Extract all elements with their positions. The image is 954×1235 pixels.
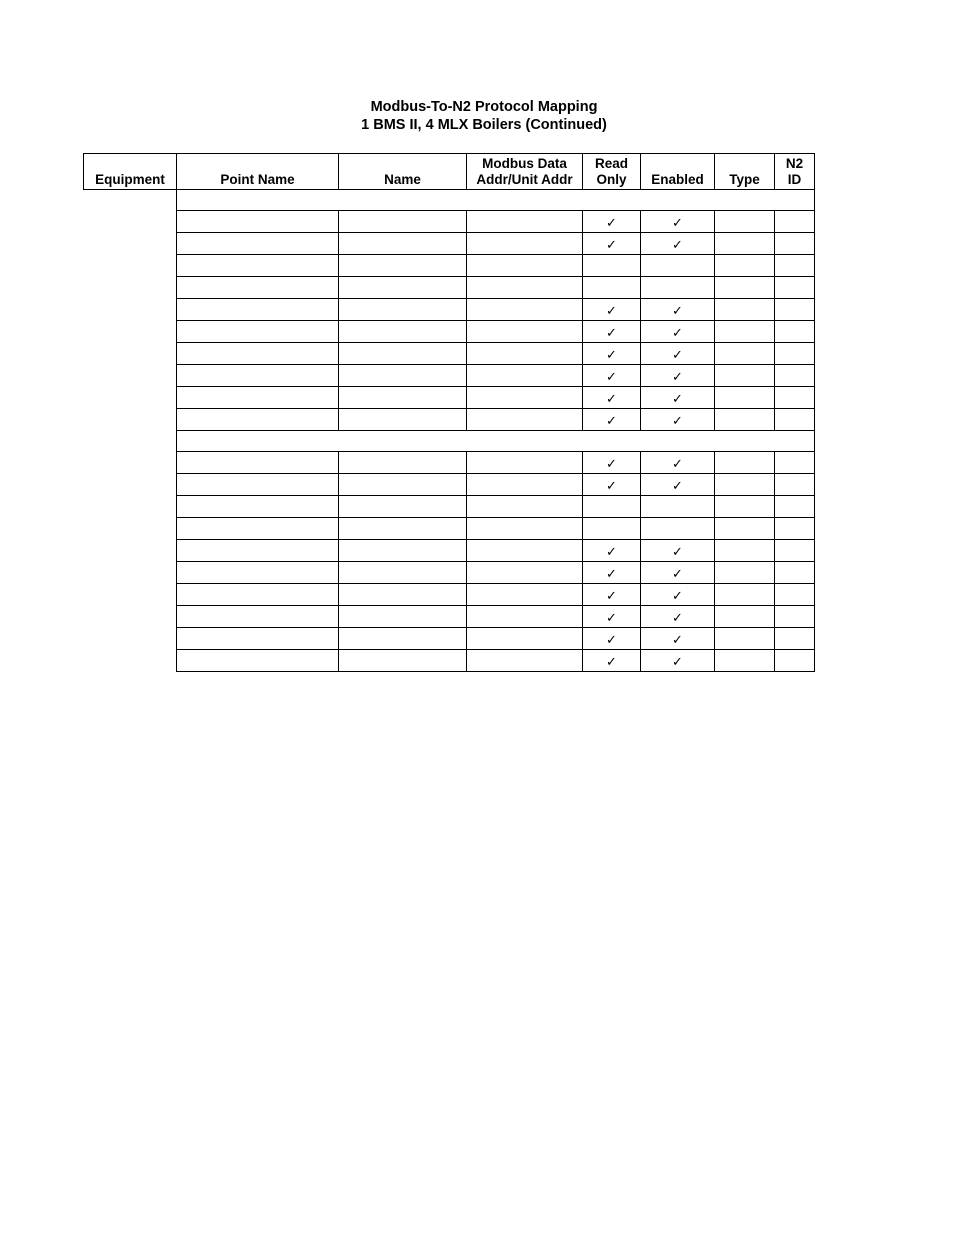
name-cell <box>339 299 467 321</box>
modbus-address-cell <box>467 452 583 474</box>
n2-id-cell <box>775 496 815 518</box>
point-name-cell <box>177 606 339 628</box>
n2-id-cell <box>775 452 815 474</box>
read-only-cell <box>583 562 641 584</box>
header-n2-line2: ID <box>787 172 802 187</box>
read-only-cell <box>583 496 641 518</box>
point-name-cell <box>177 343 339 365</box>
n2-id-cell <box>775 387 815 409</box>
n2-id-cell <box>775 277 815 299</box>
enabled-cell <box>641 233 715 255</box>
modbus-address-cell <box>467 409 583 431</box>
modbus-address-cell <box>467 299 583 321</box>
type-cell <box>715 474 775 496</box>
n2-id-cell <box>775 540 815 562</box>
checkmark-icon: ✓ <box>606 237 617 253</box>
name-cell <box>339 606 467 628</box>
checkmark-icon: ✓ <box>606 566 617 582</box>
checkmark-icon: ✓ <box>606 215 617 231</box>
name-cell <box>339 496 467 518</box>
n2-id-cell <box>775 584 815 606</box>
enabled-cell <box>641 474 715 496</box>
checkmark-icon: ✓ <box>672 632 683 648</box>
protocol-mapping-table <box>83 153 815 672</box>
type-cell <box>715 496 775 518</box>
point-name-cell <box>177 321 339 343</box>
name-cell <box>339 409 467 431</box>
checkmark-icon: ✓ <box>672 588 683 604</box>
read-only-cell <box>583 277 641 299</box>
type-cell <box>715 518 775 540</box>
name-cell <box>339 650 467 672</box>
n2-id-cell <box>775 299 815 321</box>
enabled-cell <box>641 452 715 474</box>
enabled-cell <box>641 584 715 606</box>
enabled-cell <box>641 211 715 233</box>
checkmark-icon: ✓ <box>672 325 683 341</box>
type-cell <box>715 409 775 431</box>
header-name: Name <box>339 154 467 190</box>
read-only-cell <box>583 474 641 496</box>
n2-id-cell <box>775 606 815 628</box>
checkmark-icon: ✓ <box>606 347 617 363</box>
modbus-address-cell <box>467 628 583 650</box>
read-only-cell <box>583 255 641 277</box>
n2-id-cell <box>775 518 815 540</box>
n2-id-cell <box>775 211 815 233</box>
n2-id-cell <box>775 474 815 496</box>
point-name-cell <box>177 518 339 540</box>
checkmark-icon: ✓ <box>672 237 683 253</box>
table-row <box>84 452 815 474</box>
table-row <box>84 584 815 606</box>
name-cell <box>339 474 467 496</box>
name-cell <box>339 211 467 233</box>
point-name-cell <box>177 452 339 474</box>
point-name-cell <box>177 255 339 277</box>
modbus-address-cell <box>467 277 583 299</box>
n2-id-cell <box>775 343 815 365</box>
modbus-address-cell <box>467 540 583 562</box>
modbus-address-cell <box>467 321 583 343</box>
type-cell <box>715 628 775 650</box>
read-only-cell <box>583 452 641 474</box>
header-enabled: Enabled <box>641 154 715 190</box>
n2-id-cell <box>775 255 815 277</box>
table-row <box>84 518 815 540</box>
checkmark-icon: ✓ <box>672 478 683 494</box>
point-name-cell <box>177 474 339 496</box>
point-name-cell <box>177 540 339 562</box>
modbus-address-cell <box>467 496 583 518</box>
table-row <box>84 277 815 299</box>
checkmark-icon: ✓ <box>606 456 617 472</box>
read-only-cell <box>583 606 641 628</box>
name-cell <box>339 343 467 365</box>
type-cell <box>715 584 775 606</box>
equipment-group-header <box>84 431 815 452</box>
checkmark-icon: ✓ <box>606 391 617 407</box>
equipment-cell <box>84 431 177 672</box>
table-row <box>84 211 815 233</box>
name-cell <box>339 518 467 540</box>
table-header-row <box>84 154 815 190</box>
name-cell <box>339 387 467 409</box>
checkmark-icon: ✓ <box>606 325 617 341</box>
modbus-address-cell <box>467 233 583 255</box>
enabled-cell <box>641 409 715 431</box>
type-cell <box>715 343 775 365</box>
n2-id-cell <box>775 365 815 387</box>
checkmark-icon: ✓ <box>606 413 617 429</box>
table-row <box>84 321 815 343</box>
group-spacer <box>177 431 815 452</box>
header-read-only-line1: Read <box>594 156 628 171</box>
checkmark-icon: ✓ <box>672 610 683 626</box>
checkmark-icon: ✓ <box>672 215 683 231</box>
table-row <box>84 387 815 409</box>
group-spacer <box>177 190 815 211</box>
read-only-cell <box>583 299 641 321</box>
read-only-cell <box>583 518 641 540</box>
enabled-cell <box>641 496 715 518</box>
enabled-cell <box>641 562 715 584</box>
checkmark-icon: ✓ <box>672 391 683 407</box>
type-cell <box>715 540 775 562</box>
name-cell <box>339 628 467 650</box>
name-cell <box>339 277 467 299</box>
modbus-address-cell <box>467 387 583 409</box>
point-name-cell <box>177 277 339 299</box>
modbus-address-cell <box>467 343 583 365</box>
read-only-cell <box>583 365 641 387</box>
table-row <box>84 540 815 562</box>
modbus-address-cell <box>467 365 583 387</box>
read-only-cell <box>583 321 641 343</box>
read-only-cell <box>583 409 641 431</box>
enabled-cell <box>641 518 715 540</box>
point-name-cell <box>177 409 339 431</box>
enabled-cell <box>641 277 715 299</box>
checkmark-icon: ✓ <box>672 456 683 472</box>
checkmark-icon: ✓ <box>606 654 617 670</box>
point-name-cell <box>177 211 339 233</box>
type-cell <box>715 211 775 233</box>
name-cell <box>339 540 467 562</box>
page-title: Modbus-To-N2 Protocol Mapping <box>370 99 598 115</box>
equipment-group-header <box>84 190 815 211</box>
enabled-cell <box>641 299 715 321</box>
checkmark-icon: ✓ <box>672 347 683 363</box>
read-only-cell <box>583 584 641 606</box>
name-cell <box>339 365 467 387</box>
read-only-cell <box>583 211 641 233</box>
header-n2-line1: N2 <box>785 156 804 171</box>
enabled-cell <box>641 606 715 628</box>
table-row <box>84 299 815 321</box>
point-name-cell <box>177 387 339 409</box>
type-cell <box>715 365 775 387</box>
point-name-cell <box>177 299 339 321</box>
name-cell <box>339 255 467 277</box>
enabled-cell <box>641 343 715 365</box>
modbus-address-cell <box>467 650 583 672</box>
table-body <box>84 190 815 672</box>
n2-id-cell <box>775 321 815 343</box>
header-point-name: Point Name <box>177 154 339 190</box>
header-modbus-address <box>467 154 583 190</box>
point-name-cell <box>177 365 339 387</box>
header-type: Type <box>715 154 775 190</box>
n2-id-cell <box>775 233 815 255</box>
point-name-cell <box>177 650 339 672</box>
name-cell <box>339 584 467 606</box>
enabled-cell <box>641 365 715 387</box>
table-row <box>84 650 815 672</box>
checkmark-icon: ✓ <box>672 413 683 429</box>
table-row <box>84 233 815 255</box>
checkmark-icon: ✓ <box>672 303 683 319</box>
type-cell <box>715 452 775 474</box>
table-row <box>84 562 815 584</box>
header-modbus-line1: Modbus Data <box>482 156 567 171</box>
read-only-cell <box>583 650 641 672</box>
checkmark-icon: ✓ <box>606 610 617 626</box>
checkmark-icon: ✓ <box>606 303 617 319</box>
name-cell <box>339 233 467 255</box>
table-row <box>84 343 815 365</box>
checkmark-icon: ✓ <box>606 544 617 560</box>
n2-id-cell <box>775 650 815 672</box>
checkmark-icon: ✓ <box>672 544 683 560</box>
modbus-address-cell <box>467 584 583 606</box>
table-row <box>84 474 815 496</box>
type-cell <box>715 299 775 321</box>
checkmark-icon: ✓ <box>606 632 617 648</box>
name-cell <box>339 452 467 474</box>
point-name-cell <box>177 496 339 518</box>
table-row <box>84 628 815 650</box>
n2-id-cell <box>775 409 815 431</box>
header-read-only-line2: Only <box>596 172 627 187</box>
table-row <box>84 255 815 277</box>
name-cell <box>339 321 467 343</box>
read-only-cell <box>583 540 641 562</box>
checkmark-icon: ✓ <box>606 588 617 604</box>
type-cell <box>715 255 775 277</box>
n2-id-cell <box>775 562 815 584</box>
modbus-address-cell <box>467 211 583 233</box>
type-cell <box>715 387 775 409</box>
checkmark-icon: ✓ <box>672 654 683 670</box>
table-row <box>84 409 815 431</box>
read-only-cell <box>583 387 641 409</box>
type-cell <box>715 650 775 672</box>
checkmark-icon: ✓ <box>672 369 683 385</box>
type-cell <box>715 233 775 255</box>
point-name-cell <box>177 233 339 255</box>
enabled-cell <box>641 650 715 672</box>
checkmark-icon: ✓ <box>606 369 617 385</box>
name-cell <box>339 562 467 584</box>
read-only-cell <box>583 628 641 650</box>
checkmark-icon: ✓ <box>672 566 683 582</box>
table-row <box>84 606 815 628</box>
header-equipment: Equipment <box>84 154 177 190</box>
header-read-only <box>583 154 641 190</box>
table-row <box>84 365 815 387</box>
read-only-cell <box>583 343 641 365</box>
modbus-address-cell <box>467 474 583 496</box>
read-only-cell <box>583 233 641 255</box>
header-n2-id <box>775 154 815 190</box>
equipment-cell <box>84 190 177 431</box>
enabled-cell <box>641 387 715 409</box>
enabled-cell <box>641 628 715 650</box>
n2-id-cell <box>775 628 815 650</box>
point-name-cell <box>177 584 339 606</box>
table-row <box>84 496 815 518</box>
header-modbus-line2: Addr/Unit Addr <box>476 172 573 187</box>
modbus-address-cell <box>467 606 583 628</box>
type-cell <box>715 277 775 299</box>
modbus-address-cell <box>467 518 583 540</box>
modbus-address-cell <box>467 255 583 277</box>
enabled-cell <box>641 255 715 277</box>
checkmark-icon: ✓ <box>606 478 617 494</box>
enabled-cell <box>641 540 715 562</box>
type-cell <box>715 606 775 628</box>
type-cell <box>715 321 775 343</box>
page-subtitle: 1 BMS II, 4 MLX Boilers (Continued) <box>361 117 607 133</box>
type-cell <box>715 562 775 584</box>
point-name-cell <box>177 628 339 650</box>
modbus-address-cell <box>467 562 583 584</box>
point-name-cell <box>177 562 339 584</box>
enabled-cell <box>641 321 715 343</box>
